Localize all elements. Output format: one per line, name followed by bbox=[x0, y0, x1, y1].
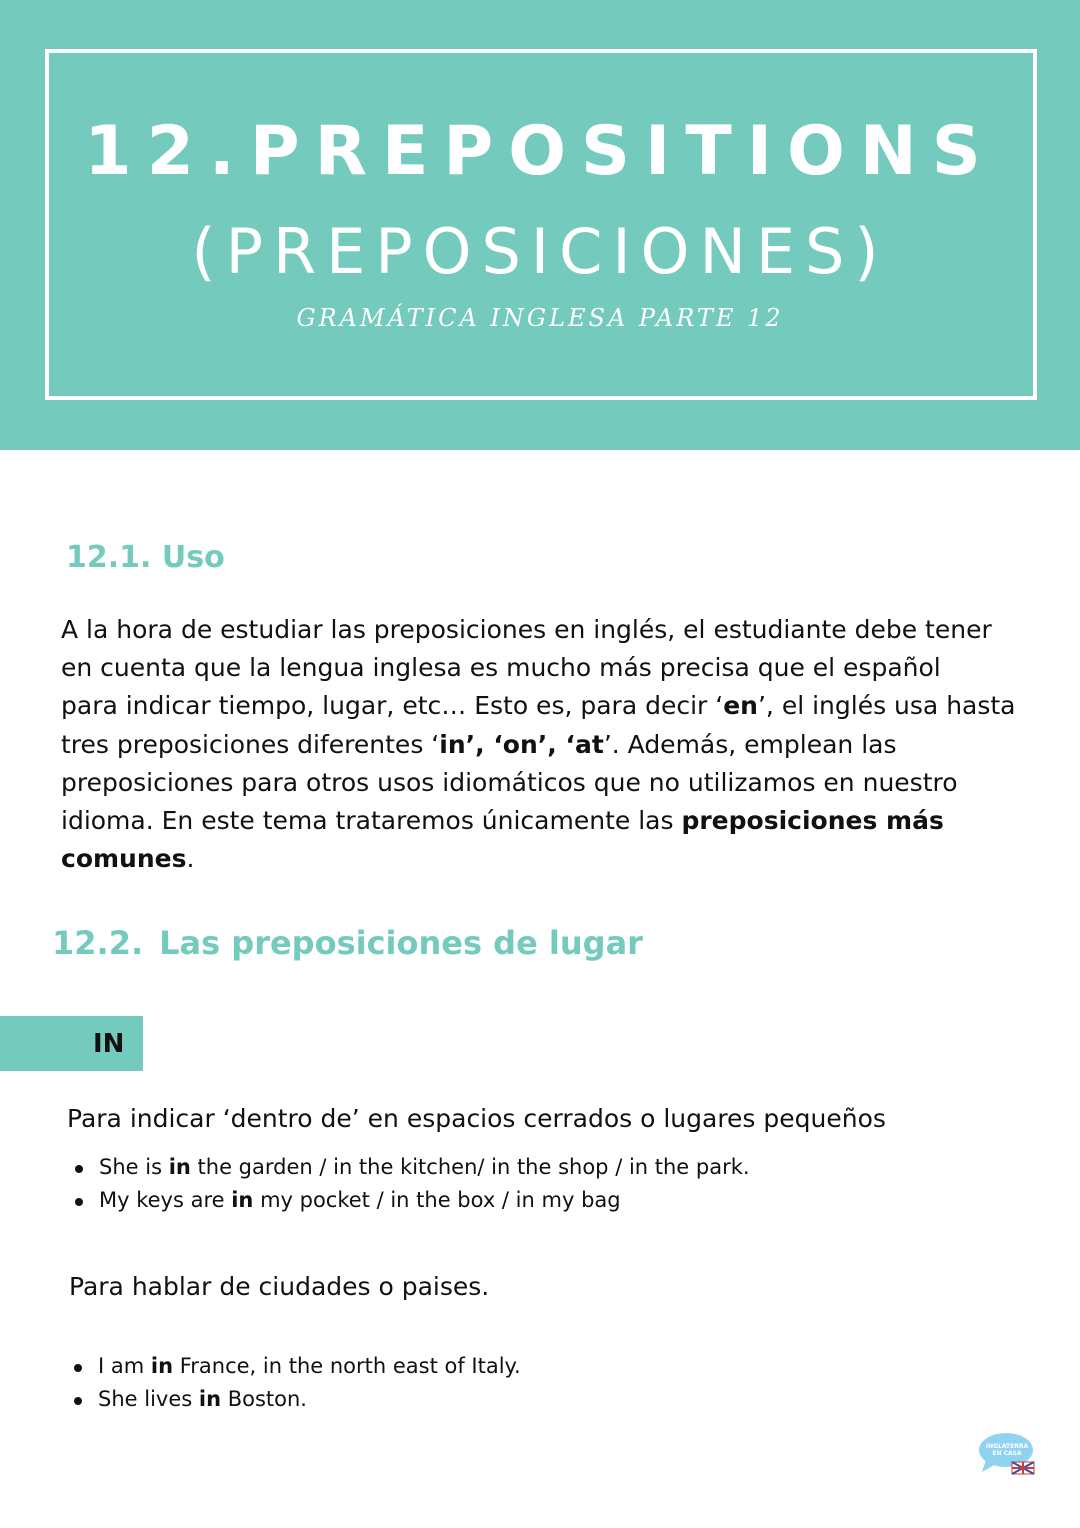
list-item bbox=[71, 1350, 521, 1383]
text-run: France, in the north east of Italy. bbox=[173, 1354, 521, 1378]
paragraph-line bbox=[61, 840, 1041, 878]
bold-text: in bbox=[198, 1387, 222, 1411]
text-run: ’, el inglés usa hasta bbox=[757, 691, 1016, 721]
bold-text: comunes bbox=[61, 844, 187, 874]
text-run: para indicar tiempo, lugar, etc… Esto es, para decir ‘ bbox=[61, 691, 724, 721]
example-list bbox=[71, 1350, 521, 1416]
paragraph-line bbox=[61, 726, 1041, 764]
paragraph-line bbox=[61, 764, 1041, 802]
paragraph-line bbox=[61, 802, 1041, 840]
bold-text: in bbox=[168, 1155, 191, 1179]
paragraph-line bbox=[61, 649, 1041, 687]
in-tab bbox=[0, 1016, 143, 1071]
paragraph-line bbox=[61, 611, 1041, 649]
bold-text: en bbox=[723, 691, 758, 721]
example-list bbox=[72, 1151, 750, 1217]
bold-text: preposiciones más bbox=[681, 806, 944, 836]
page-subtitle: GRAMÁTICA INGLESA PARTE 12 bbox=[296, 304, 784, 332]
paragraph-line bbox=[61, 687, 1041, 725]
text-run: A la hora de estudiar las preposiciones en inglés, el estudiante debe tener bbox=[61, 615, 992, 644]
list-item bbox=[72, 1151, 750, 1184]
text-run: She lives bbox=[98, 1387, 199, 1411]
page-title: 12.PREPOSITIONS bbox=[84, 112, 996, 191]
usage-intro: Para indicar ‘dentro de’ en espacios cerrados o lugares pequeños bbox=[67, 1104, 886, 1133]
text-run: en cuenta que la lengua inglesa es mucho más precisa que el español bbox=[61, 653, 941, 683]
logo-text: INGLATERRA bbox=[985, 1443, 1029, 1450]
section-number: 12.2. bbox=[52, 924, 144, 962]
bold-text: in bbox=[150, 1354, 174, 1378]
text-run: my pocket / in the box / in my bag bbox=[253, 1188, 621, 1212]
intro-paragraph bbox=[61, 611, 1041, 878]
section-title: Las preposiciones de lugar bbox=[159, 924, 643, 962]
text-run: preposiciones para otros usos idiomáticos que no utilizamos en nuestro bbox=[61, 767, 958, 797]
brand-logo bbox=[976, 1430, 1038, 1478]
text-run: She is bbox=[99, 1155, 169, 1179]
logo-text: EN CASA bbox=[992, 1450, 1022, 1457]
text-run: idioma. En este tema trataremos únicamente las bbox=[61, 806, 682, 836]
text-run: Boston. bbox=[221, 1387, 307, 1411]
text-run: ’. Además, emplean las bbox=[603, 729, 897, 759]
section-heading-lugar bbox=[52, 920, 643, 966]
text-run: the garden / in the kitchen/ in the shop / in the park. bbox=[190, 1155, 750, 1179]
text-run: tres preposiciones diferentes ‘ bbox=[61, 729, 440, 759]
bold-text: in bbox=[231, 1188, 254, 1212]
usage-intro: Para hablar de ciudades o paises. bbox=[69, 1272, 490, 1301]
text-run: . bbox=[186, 844, 195, 874]
section-heading-uso: 12.1. Uso bbox=[66, 540, 225, 575]
page-title-translation: (PREPOSICIONES) bbox=[191, 215, 889, 288]
in-tab-label: IN bbox=[93, 1029, 125, 1059]
list-item bbox=[72, 1184, 750, 1217]
bold-text: in’, ‘on’, ‘at bbox=[439, 729, 604, 759]
list-item bbox=[71, 1383, 521, 1416]
text-run: I am bbox=[98, 1354, 151, 1378]
text-run: My keys are bbox=[99, 1188, 232, 1212]
